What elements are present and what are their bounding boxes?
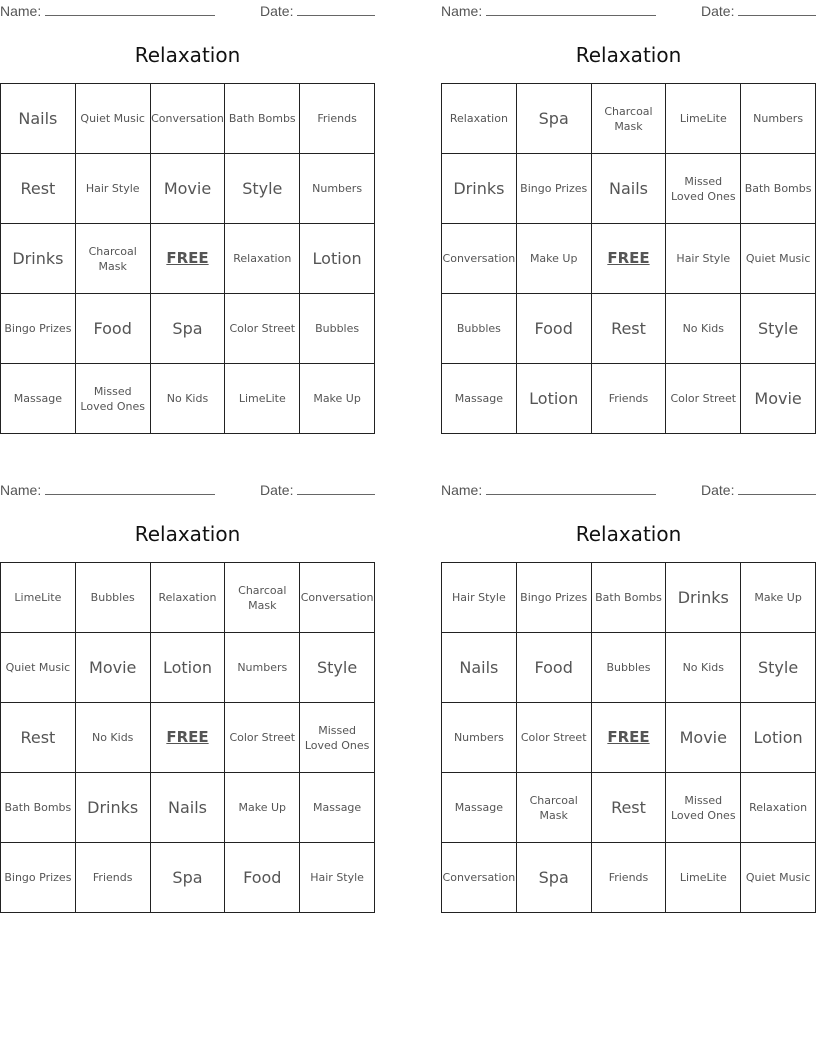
bingo-cell[interactable]: Bingo Prizes: [1, 294, 76, 364]
bingo-cell[interactable]: Numbers: [442, 703, 517, 773]
bingo-cell[interactable]: Nails: [592, 154, 667, 224]
bingo-cell[interactable]: Rest: [592, 294, 667, 364]
name-blank-line[interactable]: [45, 2, 215, 16]
bingo-cell[interactable]: Make Up: [741, 563, 816, 633]
bingo-cell[interactable]: Bubbles: [76, 563, 151, 633]
bingo-cell[interactable]: Missed Loved Ones: [666, 154, 741, 224]
bingo-cell[interactable]: Relaxation: [151, 563, 226, 633]
bingo-cell[interactable]: Friends: [592, 843, 667, 913]
bingo-cell[interactable]: Bingo Prizes: [517, 154, 592, 224]
bingo-cell[interactable]: Lotion: [300, 224, 375, 294]
bingo-cell[interactable]: Missed Loved Ones: [666, 773, 741, 843]
bingo-cell[interactable]: No Kids: [151, 364, 226, 434]
bingo-cell[interactable]: Bath Bombs: [741, 154, 816, 224]
free-space-cell[interactable]: FREE: [151, 224, 226, 294]
bingo-cell[interactable]: Movie: [741, 364, 816, 434]
bingo-cell[interactable]: Relaxation: [741, 773, 816, 843]
bingo-cell[interactable]: Friends: [300, 84, 375, 154]
date-blank-line[interactable]: [738, 2, 816, 16]
card-title: Relaxation: [134, 522, 241, 546]
bingo-cell[interactable]: Color Street: [225, 294, 300, 364]
bingo-cell[interactable]: Color Street: [517, 703, 592, 773]
name-blank-line[interactable]: [486, 481, 656, 495]
bingo-cell[interactable]: Food: [517, 633, 592, 703]
bingo-cell[interactable]: Quiet Music: [741, 224, 816, 294]
bingo-cell[interactable]: Movie: [151, 154, 226, 224]
bingo-cell[interactable]: Drinks: [442, 154, 517, 224]
bingo-cell[interactable]: Rest: [1, 703, 76, 773]
bingo-cell[interactable]: Quiet Music: [76, 84, 151, 154]
bingo-cell[interactable]: Style: [300, 633, 375, 703]
bingo-cell[interactable]: Rest: [1, 154, 76, 224]
bingo-cell[interactable]: Conversation: [151, 84, 226, 154]
bingo-cell[interactable]: Hair Style: [76, 154, 151, 224]
bingo-card-4: [441, 479, 816, 914]
bingo-cell[interactable]: Relaxation: [442, 84, 517, 154]
bingo-cell[interactable]: Spa: [151, 843, 226, 913]
name-field-label: Name:: [0, 2, 215, 20]
bingo-cell[interactable]: LimeLite: [225, 364, 300, 434]
bingo-grid: [0, 83, 375, 434]
free-space-cell[interactable]: FREE: [151, 703, 226, 773]
date-blank-line[interactable]: [297, 481, 375, 495]
name-blank-line[interactable]: [45, 481, 215, 495]
bingo-cell[interactable]: Conversation: [442, 843, 517, 913]
bingo-cell[interactable]: Numbers: [225, 633, 300, 703]
bingo-cell[interactable]: Conversation: [442, 224, 517, 294]
bingo-card-3: [0, 479, 375, 914]
name-blank-line[interactable]: [486, 2, 656, 16]
bingo-cell[interactable]: Make Up: [300, 364, 375, 434]
date-field-label: Date:: [701, 2, 816, 20]
bingo-cell[interactable]: Make Up: [225, 773, 300, 843]
card-title: Relaxation: [134, 43, 241, 67]
bingo-cell[interactable]: No Kids: [76, 703, 151, 773]
bingo-cell[interactable]: Quiet Music: [1, 633, 76, 703]
bingo-cell[interactable]: Color Street: [666, 364, 741, 434]
bingo-cell[interactable]: Charcoal Mask: [76, 224, 151, 294]
date-blank-line[interactable]: [738, 481, 816, 495]
bingo-cell[interactable]: Missed Loved Ones: [76, 364, 151, 434]
bingo-cell[interactable]: Style: [741, 633, 816, 703]
bingo-cell[interactable]: Movie: [666, 703, 741, 773]
bingo-cell[interactable]: Massage: [442, 364, 517, 434]
bingo-grid: [0, 562, 375, 913]
bingo-cell[interactable]: Hair Style: [300, 843, 375, 913]
bingo-cell[interactable]: Relaxation: [225, 224, 300, 294]
bingo-cell[interactable]: Bath Bombs: [592, 563, 667, 633]
bingo-cell[interactable]: Numbers: [741, 84, 816, 154]
bingo-cell[interactable]: Style: [741, 294, 816, 364]
bingo-card-2: [441, 0, 816, 435]
bingo-cell[interactable]: Charcoal Mask: [517, 773, 592, 843]
date-field-label: Date:: [260, 481, 375, 499]
bingo-cell[interactable]: Spa: [517, 84, 592, 154]
bingo-cell[interactable]: Bingo Prizes: [517, 563, 592, 633]
bingo-cell[interactable]: Conversation: [300, 563, 375, 633]
bingo-cell[interactable]: Bubbles: [442, 294, 517, 364]
date-field-label: Date:: [701, 481, 816, 499]
bingo-cell[interactable]: Lotion: [517, 364, 592, 434]
bingo-cell[interactable]: Make Up: [517, 224, 592, 294]
bingo-cell[interactable]: Rest: [592, 773, 667, 843]
bingo-cell[interactable]: Massage: [1, 364, 76, 434]
bingo-cell[interactable]: Hair Style: [442, 563, 517, 633]
bingo-cell[interactable]: Bath Bombs: [1, 773, 76, 843]
name-field-label: Name:: [0, 481, 215, 499]
card-title: Relaxation: [575, 43, 682, 67]
bingo-cell[interactable]: Massage: [300, 773, 375, 843]
bingo-cell[interactable]: Bingo Prizes: [1, 843, 76, 913]
card-title: Relaxation: [575, 522, 682, 546]
name-field-label: Name:: [441, 481, 656, 499]
bingo-cell[interactable]: Food: [76, 294, 151, 364]
bingo-cell[interactable]: Missed Loved Ones: [300, 703, 375, 773]
bingo-cell[interactable]: Friends: [76, 843, 151, 913]
bingo-cell[interactable]: Drinks: [1, 224, 76, 294]
free-space-cell[interactable]: FREE: [592, 224, 667, 294]
free-space-cell[interactable]: FREE: [592, 703, 667, 773]
bingo-cell[interactable]: Bubbles: [592, 633, 667, 703]
bingo-cell[interactable]: Nails: [442, 633, 517, 703]
bingo-cell[interactable]: Food: [225, 843, 300, 913]
bingo-cell[interactable]: Lotion: [741, 703, 816, 773]
bingo-cell[interactable]: LimeLite: [666, 84, 741, 154]
bingo-cell[interactable]: No Kids: [666, 633, 741, 703]
bingo-cell[interactable]: Movie: [76, 633, 151, 703]
bingo-cell[interactable]: Color Street: [225, 703, 300, 773]
bingo-grid: [441, 562, 816, 913]
bingo-cell[interactable]: LimeLite: [1, 563, 76, 633]
bingo-cell[interactable]: LimeLite: [666, 843, 741, 913]
bingo-cell[interactable]: Quiet Music: [741, 843, 816, 913]
bingo-cell[interactable]: Spa: [151, 294, 226, 364]
bingo-cell[interactable]: Drinks: [666, 563, 741, 633]
bingo-cell[interactable]: Style: [225, 154, 300, 224]
date-field-label: Date:: [260, 2, 375, 20]
bingo-cell[interactable]: Bath Bombs: [225, 84, 300, 154]
bingo-cell[interactable]: Charcoal Mask: [592, 84, 667, 154]
bingo-cell[interactable]: Spa: [517, 843, 592, 913]
bingo-cell[interactable]: Drinks: [76, 773, 151, 843]
date-blank-line[interactable]: [297, 2, 375, 16]
bingo-cell[interactable]: Numbers: [300, 154, 375, 224]
bingo-grid: [441, 83, 816, 434]
bingo-cell[interactable]: Bubbles: [300, 294, 375, 364]
bingo-cell[interactable]: Hair Style: [666, 224, 741, 294]
bingo-cell[interactable]: Charcoal Mask: [225, 563, 300, 633]
bingo-cell[interactable]: Nails: [1, 84, 76, 154]
name-field-label: Name:: [441, 2, 656, 20]
bingo-cell[interactable]: Nails: [151, 773, 226, 843]
bingo-cell[interactable]: Lotion: [151, 633, 226, 703]
bingo-cell[interactable]: Food: [517, 294, 592, 364]
bingo-card-1: [0, 0, 375, 435]
bingo-cell[interactable]: Massage: [442, 773, 517, 843]
bingo-cell[interactable]: No Kids: [666, 294, 741, 364]
bingo-cell[interactable]: Friends: [592, 364, 667, 434]
